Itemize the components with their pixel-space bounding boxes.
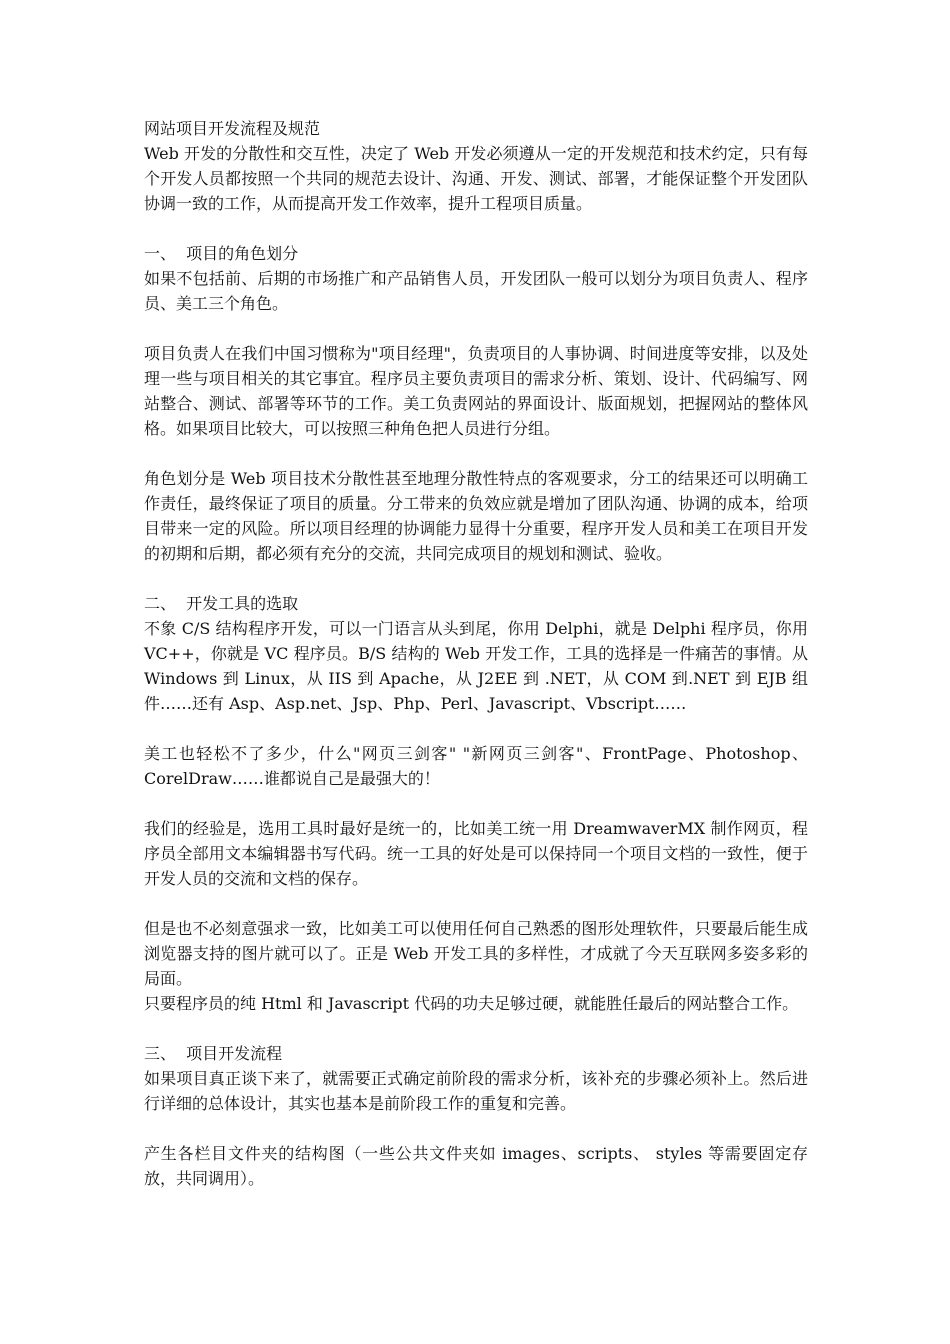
section-3-paragraph-2: 产生各栏目文件夹的结构图（一些公共文件夹如 images、scripts、 styles 等需要固定存放，共同调用）。 <box>144 1144 808 1188</box>
spacer <box>144 1016 808 1041</box>
spacer <box>144 1116 808 1141</box>
spacer <box>144 216 808 241</box>
section-2-paragraph-4: 但是也不必刻意强求一致，比如美工可以使用任何自己熟悉的图形处理软件，只要最后能生成浏览器支持的图片就可以了。正是 Web 开发工具的多样性，才成就了今天互联网多姿多彩的局面。 <box>144 919 808 988</box>
section-1-heading: 一、 项目的角色划分 <box>144 244 299 263</box>
spacer <box>144 566 808 591</box>
spacer <box>144 891 808 916</box>
section-2-heading: 二、 开发工具的选取 <box>144 594 299 613</box>
section-2-paragraph-2: 美工也轻松不了多少，什么"网页三剑客" "新网页三剑客"、FrontPage、Photoshop、CorelDraw……谁都说自己是最强大的！ <box>144 744 808 788</box>
spacer <box>144 716 808 741</box>
section-1-paragraph-2: 项目负责人在我们中国习惯称为"项目经理"，负责项目的人事协调、时间进度等安排，以及处理一些与项目相关的其它事宜。程序员主要负责项目的需求分析、策划、设计、代码编写、网站整合、测试、部署等环节的工作。美工负责网站的界面设计、版面规划，把握网站的整体风格。如果项目比较大，可以按照三种角色把人员进行分组。 <box>144 344 808 438</box>
section-2-paragraph-5: 只要程序员的纯 Html 和 Javascript 代码的功夫足够过硬，就能胜任最后的网站整合工作。 <box>144 994 799 1013</box>
section-2-paragraph-3: 我们的经验是，选用工具时最好是统一的，比如美工统一用 DreamwaverMX 制作网页，程序员全部用文本编辑器书写代码。统一工具的好处是可以保持同一个项目文档的一致性，便于开发人员的交流和文档的保存。 <box>144 819 808 888</box>
spacer <box>144 791 808 816</box>
section-1-paragraph-3: 角色划分是 Web 项目技术分散性甚至地理分散性特点的客观要求，分工的结果还可以明确工作责任，最终保证了项目的质量。分工带来的负效应就是增加了团队沟通、协调的成本，给项目带来一定的风险。所以项目经理的协调能力显得十分重要，程序开发人员和美工在项目开发的初期和后期，都必须有充分的交流，共同完成项目的规划和测试、验收。 <box>144 469 808 563</box>
section-3-heading: 三、 项目开发流程 <box>144 1044 283 1063</box>
section-1-paragraph-1: 如果不包括前、后期的市场推广和产品销售人员，开发团队一般可以划分为项目负责人、程序员、美工三个角色。 <box>144 269 808 313</box>
section-2-paragraph-1: 不象 C/S 结构程序开发，可以一门语言从头到尾，你用 Delphi，就是 Delphi 程序员，你用 VC++，你就是 VC 程序员。B/S 结构的 Web 开发工作，工具的选择是一件痛苦的事情。从 Windows 到 Linux，从 IIS 到 Apache，从 J2EE 到 .NET，从 COM 到.NET 到 EJB 组件……还有 Asp、Asp.net、Jsp、Php、Perl、Javascript、Vbscript…… <box>144 619 808 713</box>
intro-paragraph: Web 开发的分散性和交互性，决定了 Web 开发必须遵从一定的开发规范和技术约定，只有每个开发人员都按照一个共同的规范去设计、沟通、开发、测试、部署，才能保证整个开发团队协调一致的工作，从而提高开发工作效率，提升工程项目质量。 <box>144 144 808 213</box>
spacer <box>144 316 808 341</box>
section-3-paragraph-1: 如果项目真正谈下来了，就需要正式确定前阶段的需求分析，该补充的步骤必须补上。然后进行详细的总体设计，其实也基本是前阶段工作的重复和完善。 <box>144 1069 808 1113</box>
document-body <box>144 116 808 1191</box>
document-title: 网站项目开发流程及规范 <box>144 119 321 138</box>
spacer <box>144 441 808 466</box>
